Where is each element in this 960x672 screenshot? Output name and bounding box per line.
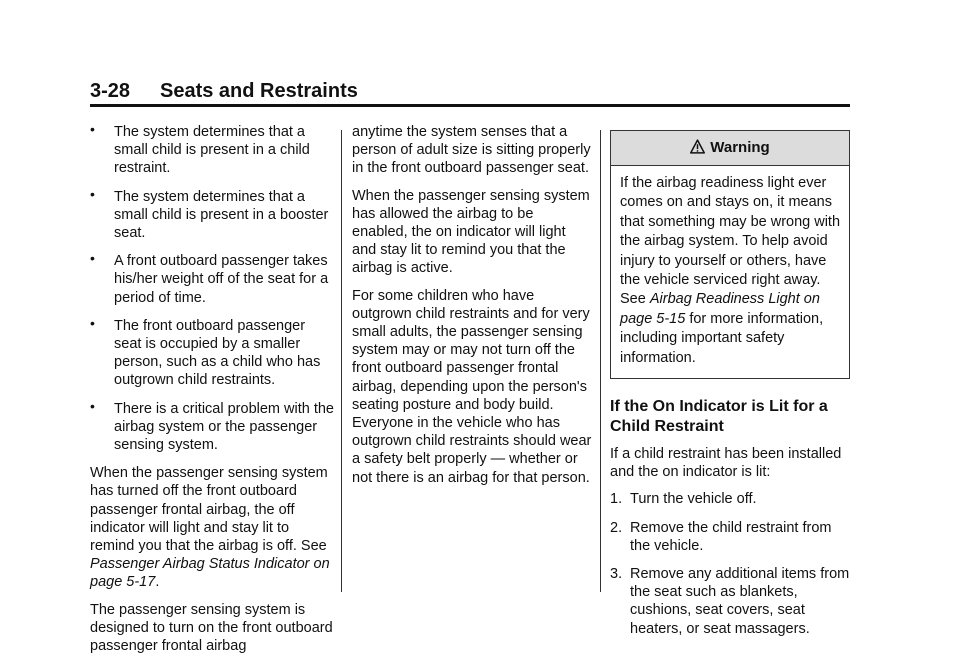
paragraph: The passenger sensing system is designed to turn on the front outboard passenger frontal airbag	[90, 601, 333, 655]
bullet-item	[90, 397, 334, 455]
bullet-text: A front outboard passenger takes his/her weight off of the seat for a period of time.	[114, 253, 329, 306]
warning-text: for more information, including important safety information.	[620, 310, 824, 366]
paragraph-text: When the passenger sensing system has turned off the front outboard passenger frontal airbag, the off indicator will light and stay lit to remind you that the airbag is off. See	[90, 465, 328, 555]
bullet-text: There is a critical problem with the airbag system or the passenger sensing system.	[114, 400, 334, 454]
bullet-text: The system determines that a small child is present in a child restraint.	[114, 124, 310, 177]
warning-box	[610, 130, 850, 379]
paragraph-text: .	[155, 574, 160, 591]
warning-text: If the airbag readiness light ever comes on and stays on, it means that something may be wrong with the airbag system. To help avoid injury to yourself or others, have the vehicle serviced right away. See	[620, 175, 841, 308]
warning-title: Warning	[710, 139, 770, 156]
page-reference-link[interactable]: Airbag Readiness Light on page 5-15	[620, 291, 820, 327]
bullet-icon: •	[90, 314, 95, 331]
bullet-item	[90, 123, 334, 178]
paragraph	[90, 464, 334, 591]
paragraph: When the passenger sensing system has allowed the airbag to be enabled, the on indicator will light and stay lit to remind you that the airbag is active.	[352, 187, 590, 277]
warning-body	[611, 166, 849, 378]
column-3	[610, 123, 850, 648]
list-item	[610, 565, 850, 638]
section-heading: If the On Indicator is Lit for a Child Restraint	[610, 398, 828, 435]
bullet-item	[90, 252, 334, 307]
step-text: Remove any additional items from the seat such as blankets, cushions, seat covers, seat heaters, or seat massagers.	[630, 566, 850, 637]
step-text: Turn the vehicle off.	[630, 491, 757, 508]
bullet-icon: •	[90, 185, 95, 202]
page-reference-link[interactable]: Passenger Airbag Status Indicator on page 5-17	[90, 556, 330, 591]
step-number: 2.	[610, 519, 623, 536]
bullet-icon: •	[90, 397, 95, 414]
page-number: 3-28	[90, 80, 131, 102]
column-2	[352, 123, 592, 496]
column-divider	[341, 130, 342, 592]
paragraph: For some children who have outgrown child restraints and for very small adults, the passenger sensing system may or may not turn off the front outboard passenger frontal airbag, depending upon the person's seating posture and body build. Everyone in the vehicle who has outgrown child restraints should wear a safety belt properly — whether or not there is an airbag for that person.	[352, 287, 592, 486]
bullet-text: The front outboard passenger seat is occupied by a smaller person, such as a child who has outgrown child restraints.	[114, 317, 321, 389]
bullet-item	[90, 185, 334, 243]
bullet-icon: •	[90, 250, 95, 267]
bullet-item	[90, 314, 334, 390]
paragraph: anytime the system senses that a person of adult size is sitting properly in the front outboard passenger seat.	[352, 124, 591, 177]
step-number: 1.	[610, 491, 623, 508]
bullet-icon: •	[90, 121, 95, 137]
step-number: 3.	[610, 566, 623, 583]
warning-header	[611, 131, 849, 166]
paragraph: If a child restraint has been installed and the on indicator is lit:	[610, 446, 842, 481]
bullet-text: The system determines that a small child is present in a booster seat.	[114, 188, 329, 242]
chapter-title: Seats and Restraints	[160, 80, 358, 102]
list-item	[610, 519, 850, 555]
header-rule	[90, 104, 850, 107]
list-item	[610, 490, 850, 508]
step-text: Remove the child restraint from the vehicle.	[630, 519, 832, 554]
column-divider	[600, 130, 601, 592]
warning-triangle-icon	[690, 139, 705, 154]
column-1	[90, 123, 334, 664]
